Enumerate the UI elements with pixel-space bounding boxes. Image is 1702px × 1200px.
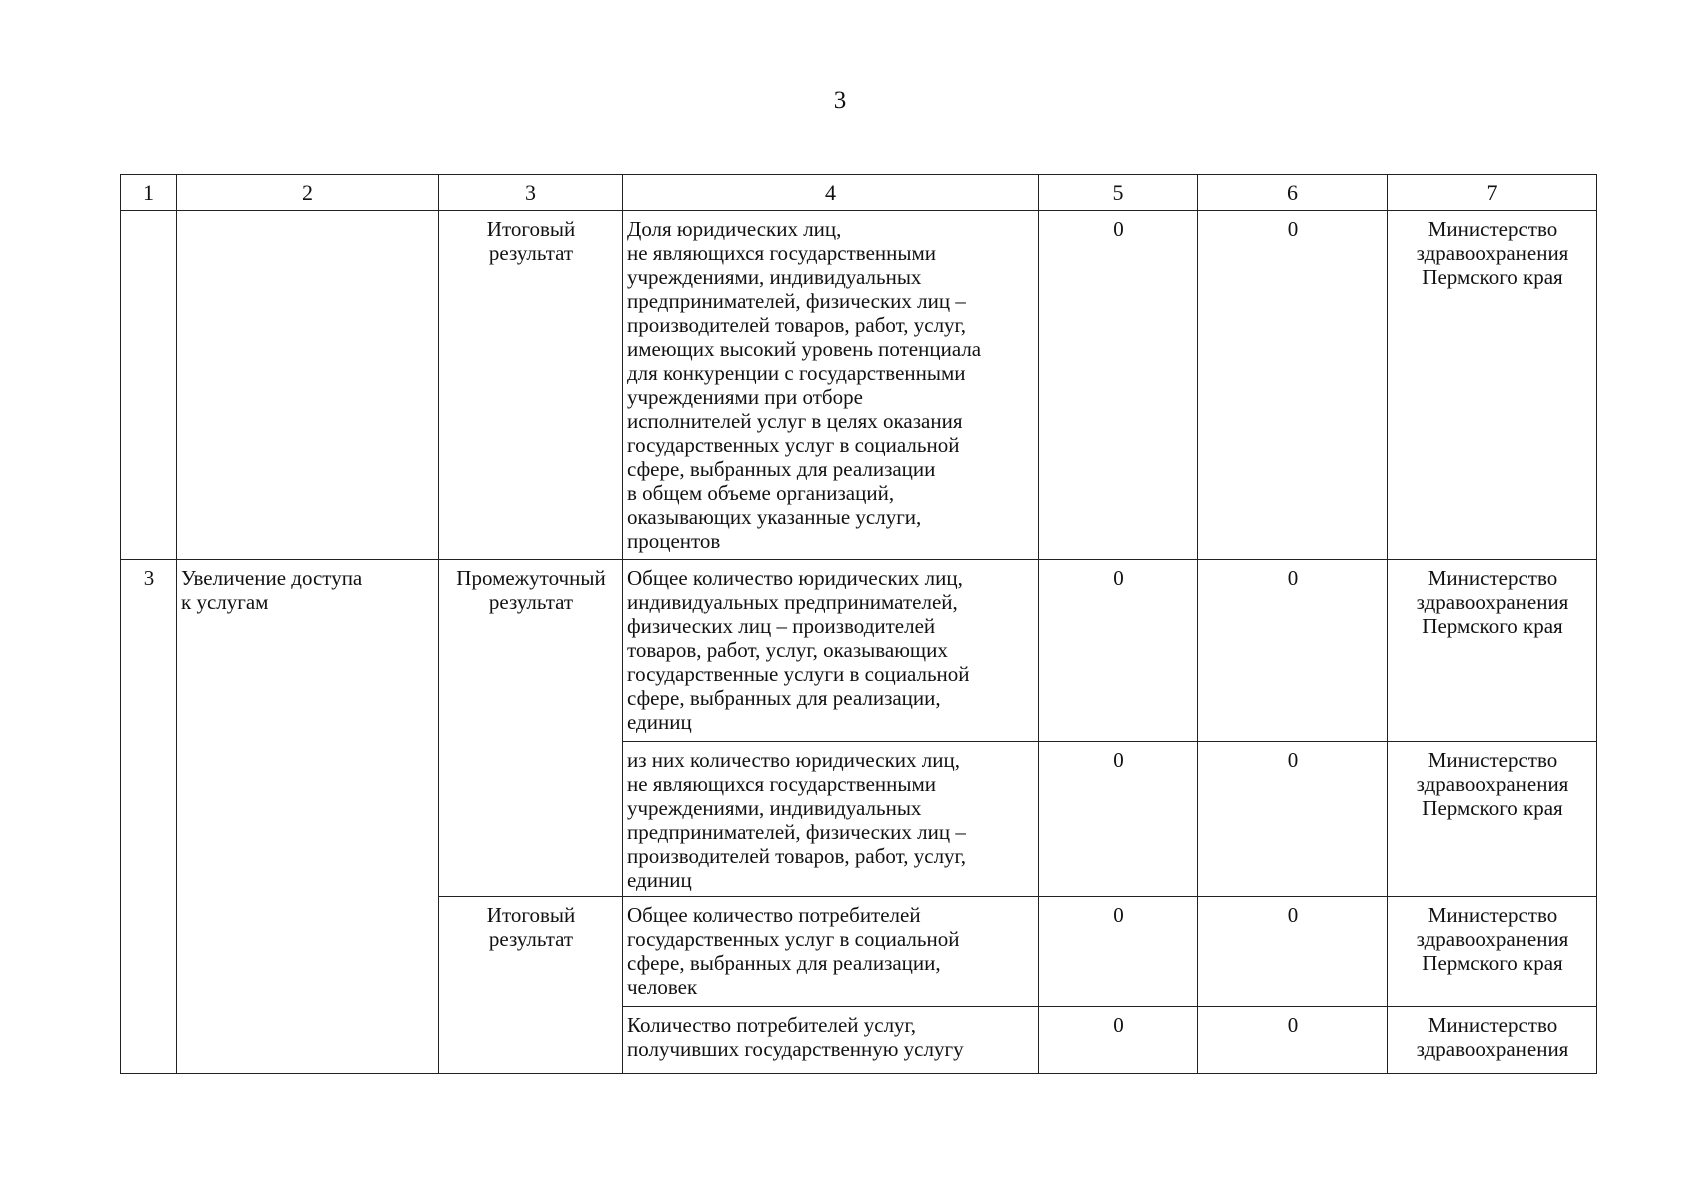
- indicator-line: человек: [627, 975, 698, 999]
- responsible-line: здравоохранения: [1416, 772, 1569, 796]
- indicator-line: учреждениями, индивидуальных: [627, 796, 922, 820]
- indicator-line: физических лиц – производителей: [627, 614, 936, 638]
- indicator-line: учреждениями, индивидуальных: [627, 265, 922, 289]
- responsible-line: Пермского края: [1422, 265, 1563, 289]
- value-col6-cell: 0: [1198, 1007, 1388, 1074]
- value-col5-cell: 0: [1039, 742, 1198, 897]
- value-col5-cell: 0: [1039, 560, 1198, 742]
- indicator-line: товаров, работ, услуг, оказывающих: [627, 638, 948, 662]
- table-row: [121, 560, 1597, 742]
- indicator-cell: [623, 742, 1039, 897]
- result-type-line: результат: [488, 590, 574, 614]
- page-number: 3: [833, 87, 847, 114]
- value-col6-cell: 0: [1198, 742, 1388, 897]
- indicator-line: предпринимателей, физических лиц –: [627, 820, 966, 844]
- indicator-line: учреждениями при отборе: [627, 385, 863, 409]
- indicator-line: предпринимателей, физических лиц –: [627, 289, 966, 313]
- result-type-line: результат: [488, 927, 574, 951]
- responsible-cell: [1388, 560, 1597, 742]
- responsible-line: Министерство: [1427, 566, 1558, 590]
- value-col6-cell: 0: [1198, 211, 1388, 560]
- column-header: 3: [439, 175, 623, 211]
- responsible-cell: [1388, 211, 1597, 560]
- result-type-cell: [439, 560, 623, 897]
- indicator-line: единиц: [627, 868, 692, 892]
- result-type-line: Итоговый: [486, 903, 576, 927]
- indicator-line: процентов: [627, 529, 721, 553]
- indicator-line: имеющих высокий уровень потенциала: [627, 337, 982, 361]
- indicator-line: не являющихся государственными: [627, 241, 937, 265]
- indicator-line: оказывающих указанные услуги,: [627, 505, 922, 529]
- indicator-line: сфере, выбранных для реализации,: [627, 686, 941, 710]
- column-header: 4: [623, 175, 1039, 211]
- task-cell: [177, 560, 439, 1074]
- responsible-cell: [1388, 742, 1597, 897]
- indicator-line: государственные услуги в социальной: [627, 662, 970, 686]
- value-col5-cell: 0: [1039, 211, 1198, 560]
- responsible-line: Пермского края: [1422, 796, 1563, 820]
- indicator-line: в общем объеме организаций,: [627, 481, 895, 505]
- responsible-line: Министерство: [1427, 1013, 1558, 1037]
- indicators-table: [120, 174, 1597, 1074]
- responsible-line: здравоохранения: [1416, 590, 1569, 614]
- table-header-row: [121, 175, 1597, 211]
- indicator-line: сфере, выбранных для реализации: [627, 457, 936, 481]
- indicator-line: для конкуренции с государственными: [627, 361, 966, 385]
- indicator-line: сфере, выбранных для реализации,: [627, 951, 941, 975]
- column-header: 5: [1039, 175, 1198, 211]
- value-col5-cell: 0: [1039, 1007, 1198, 1074]
- column-header: 6: [1198, 175, 1388, 211]
- responsible-line: здравоохранения: [1416, 1037, 1569, 1061]
- row-number-cell: 3: [121, 560, 177, 1074]
- result-type-line: Итоговый: [486, 217, 576, 241]
- responsible-line: здравоохранения: [1416, 241, 1569, 265]
- indicator-line: производителей товаров, работ, услуг,: [627, 313, 967, 337]
- responsible-cell: [1388, 1007, 1597, 1074]
- indicator-line: из них количество юридических лиц,: [627, 748, 960, 772]
- responsible-cell: [1388, 897, 1597, 1007]
- indicator-line: Доля юридических лиц,: [627, 217, 842, 241]
- result-type-cell: [439, 211, 623, 560]
- indicator-line: Количество потребителей услуг,: [627, 1013, 917, 1037]
- task-line: Увеличение доступа: [181, 566, 363, 590]
- column-header: 1: [121, 175, 177, 211]
- task-cell: [177, 211, 439, 560]
- responsible-line: Министерство: [1427, 217, 1558, 241]
- indicator-cell: [623, 211, 1039, 560]
- indicator-line: государственных услуг в социальной: [627, 927, 960, 951]
- responsible-line: Министерство: [1427, 748, 1558, 772]
- task-line: к услугам: [181, 590, 269, 614]
- indicator-line: государственных услуг в социальной: [627, 433, 960, 457]
- indicator-line: получивших государственную услугу: [627, 1037, 964, 1061]
- table-row: [121, 211, 1597, 560]
- column-header: 2: [177, 175, 439, 211]
- value-col6-cell: 0: [1198, 560, 1388, 742]
- indicator-line: единиц: [627, 710, 692, 734]
- result-type-line: Промежуточный: [456, 566, 606, 590]
- value-col6-cell: 0: [1198, 897, 1388, 1007]
- indicator-line: Общее количество юридических лиц,: [627, 566, 963, 590]
- result-type-cell: [439, 897, 623, 1074]
- row-number-cell: [121, 211, 177, 560]
- responsible-line: здравоохранения: [1416, 927, 1569, 951]
- indicator-line: производителей товаров, работ, услуг,: [627, 844, 967, 868]
- value-col5-cell: 0: [1039, 897, 1198, 1007]
- indicator-cell: [623, 897, 1039, 1007]
- indicator-line: Общее количество потребителей: [627, 903, 921, 927]
- indicator-cell: [623, 1007, 1039, 1074]
- column-header: 7: [1388, 175, 1597, 211]
- indicator-cell: [623, 560, 1039, 742]
- responsible-line: Пермского края: [1422, 951, 1563, 975]
- result-type-line: результат: [488, 241, 574, 265]
- indicator-line: исполнителей услуг в целях оказания: [627, 409, 963, 433]
- responsible-line: Пермского края: [1422, 614, 1563, 638]
- indicator-line: индивидуальных предпринимателей,: [627, 590, 958, 614]
- responsible-line: Министерство: [1427, 903, 1558, 927]
- indicator-line: не являющихся государственными: [627, 772, 937, 796]
